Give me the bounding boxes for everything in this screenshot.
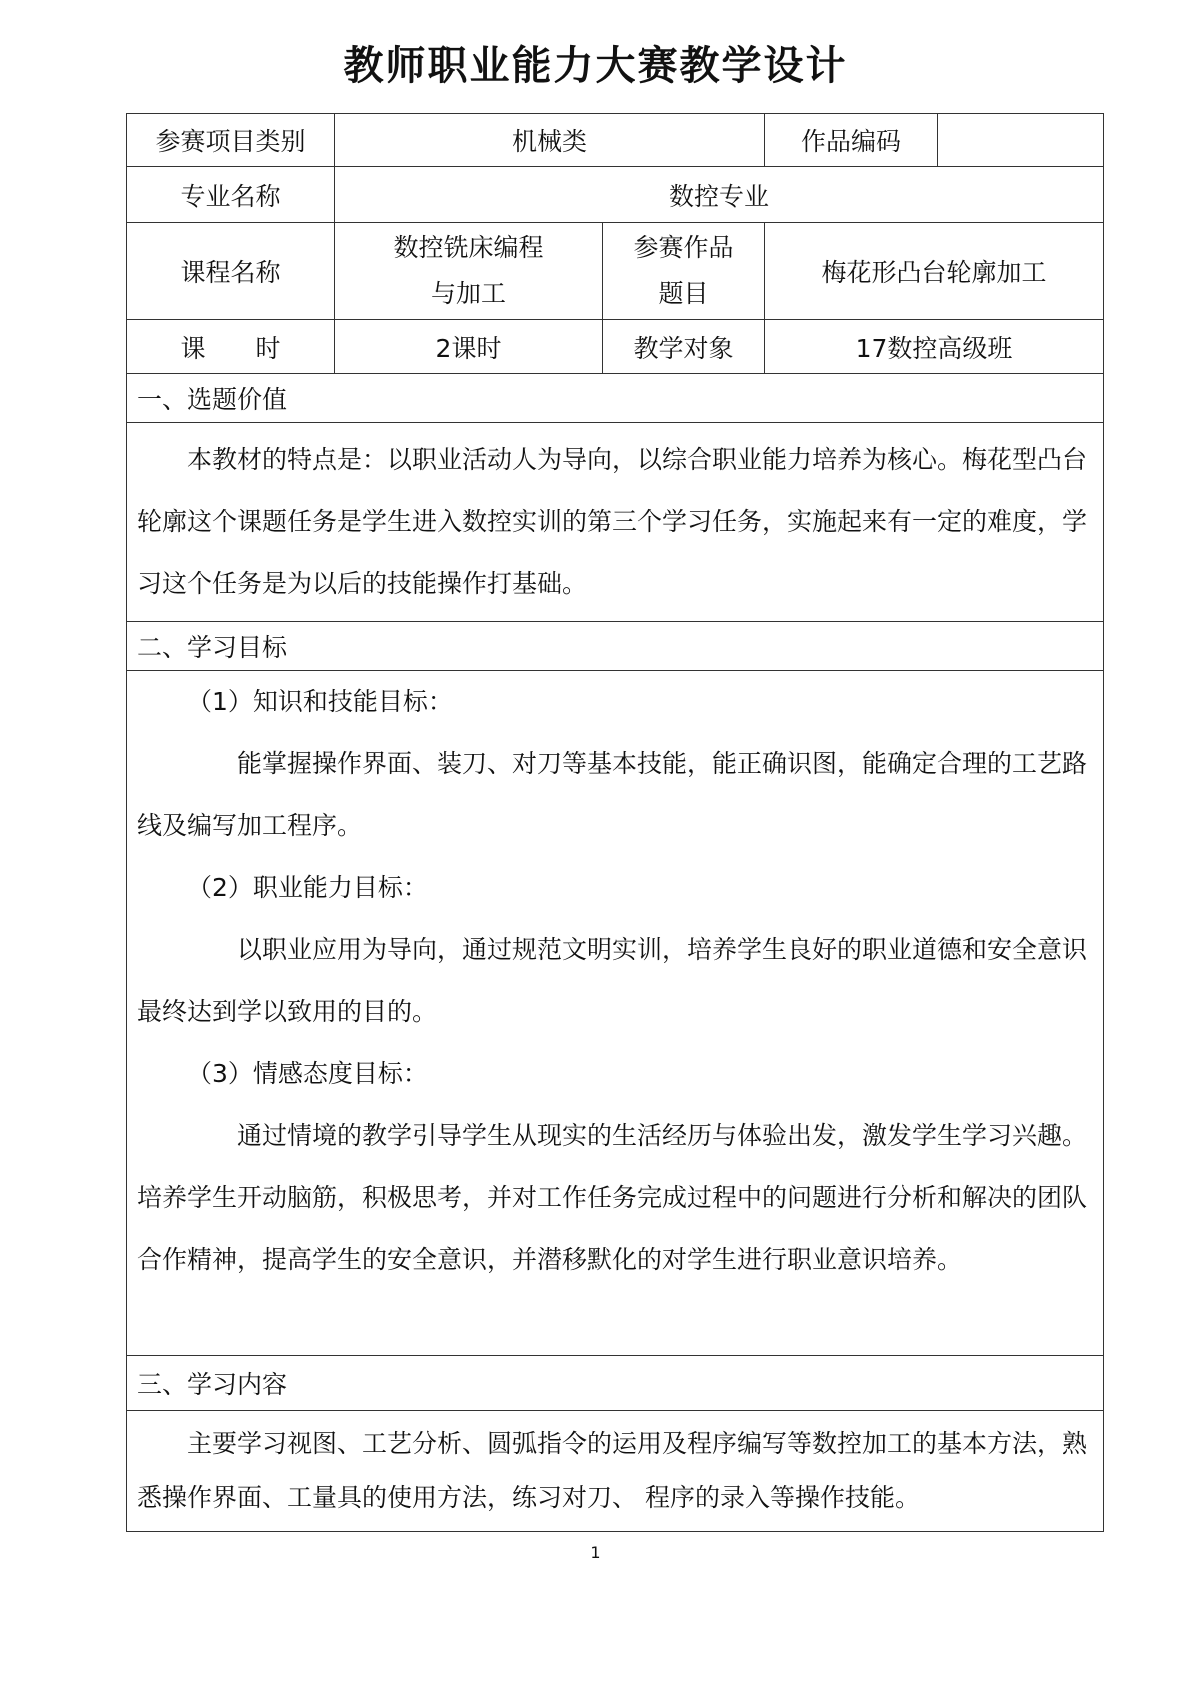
section-3-title: 三、学习内容 <box>127 1356 1104 1411</box>
goal-2-title: （2）职业能力目标： <box>187 873 428 902</box>
course-value-line2: 与加工 <box>430 279 506 308</box>
section-3-text: 主要学习视图、工艺分析、圆弧指令的运用及程序编写等数控加工的基本方法，熟悉操作界面、工量具的使用方法，练习对刀、 程序的录入等操作技能。 <box>127 1411 1104 1532</box>
goal-3-title: （3）情感态度目标： <box>187 1059 428 1088</box>
course-value-line1: 数控铣床编程 <box>393 233 544 262</box>
goal-3-text: 通过情境的教学引导学生从现实的生活经历与体验出发，激发学生学习兴趣。培养学生开动脑筋，积极思考，并对工作任务完成过程中的问题进行分析和解决的团队合作精神，提高学生的安全意识，并潜移默化的对学生进行职业意识培养。 <box>137 1121 1088 1274</box>
design-table <box>126 113 1104 1532</box>
section-1-text: 本教材的特点是：以职业活动人为导向，以综合职业能力培养为核心。梅花型凸台轮廓这个课题任务是学生进入数控实训的第三个学习任务，实施起来有一定的难度，学习这个任务是为以后的技能操作打基础。 <box>127 423 1104 622</box>
section-2-body <box>127 671 1104 1356</box>
hours-label: 课 时 <box>127 320 335 374</box>
topic-label-line1: 参赛作品 <box>633 233 734 262</box>
topic-value: 梅花形凸台轮廓加工 <box>765 223 1104 320</box>
hours-value: 2课时 <box>335 320 603 374</box>
target-value: 17数控高级班 <box>765 320 1104 374</box>
code-label: 作品编码 <box>765 114 938 167</box>
course-value <box>335 223 603 320</box>
topic-label <box>603 223 765 320</box>
topic-label-line2: 题目 <box>658 279 709 308</box>
category-value: 机械类 <box>335 114 765 167</box>
goal-2-text: 以职业应用为导向，通过规范文明实训，培养学生良好的职业道德和安全意识最终达到学以致用的目的。 <box>137 935 1088 1026</box>
target-label: 教学对象 <box>603 320 765 374</box>
code-value <box>938 114 1104 167</box>
major-label: 专业名称 <box>127 167 335 223</box>
goal-1-title: （1）知识和技能目标： <box>187 687 453 716</box>
category-label: 参赛项目类别 <box>127 114 335 167</box>
page-number: 1 <box>590 1543 601 1562</box>
major-value: 数控专业 <box>335 167 1104 223</box>
section-2-title: 二、学习目标 <box>127 622 1104 671</box>
page-title: 教师职业能力大赛教学设计 <box>343 42 848 89</box>
course-label: 课程名称 <box>127 223 335 320</box>
goal-1-text: 能掌握操作界面、装刀、对刀等基本技能，能正确识图，能确定合理的工艺路线及编写加工程序。 <box>137 749 1088 840</box>
section-1-title: 一、选题价值 <box>127 374 1104 423</box>
